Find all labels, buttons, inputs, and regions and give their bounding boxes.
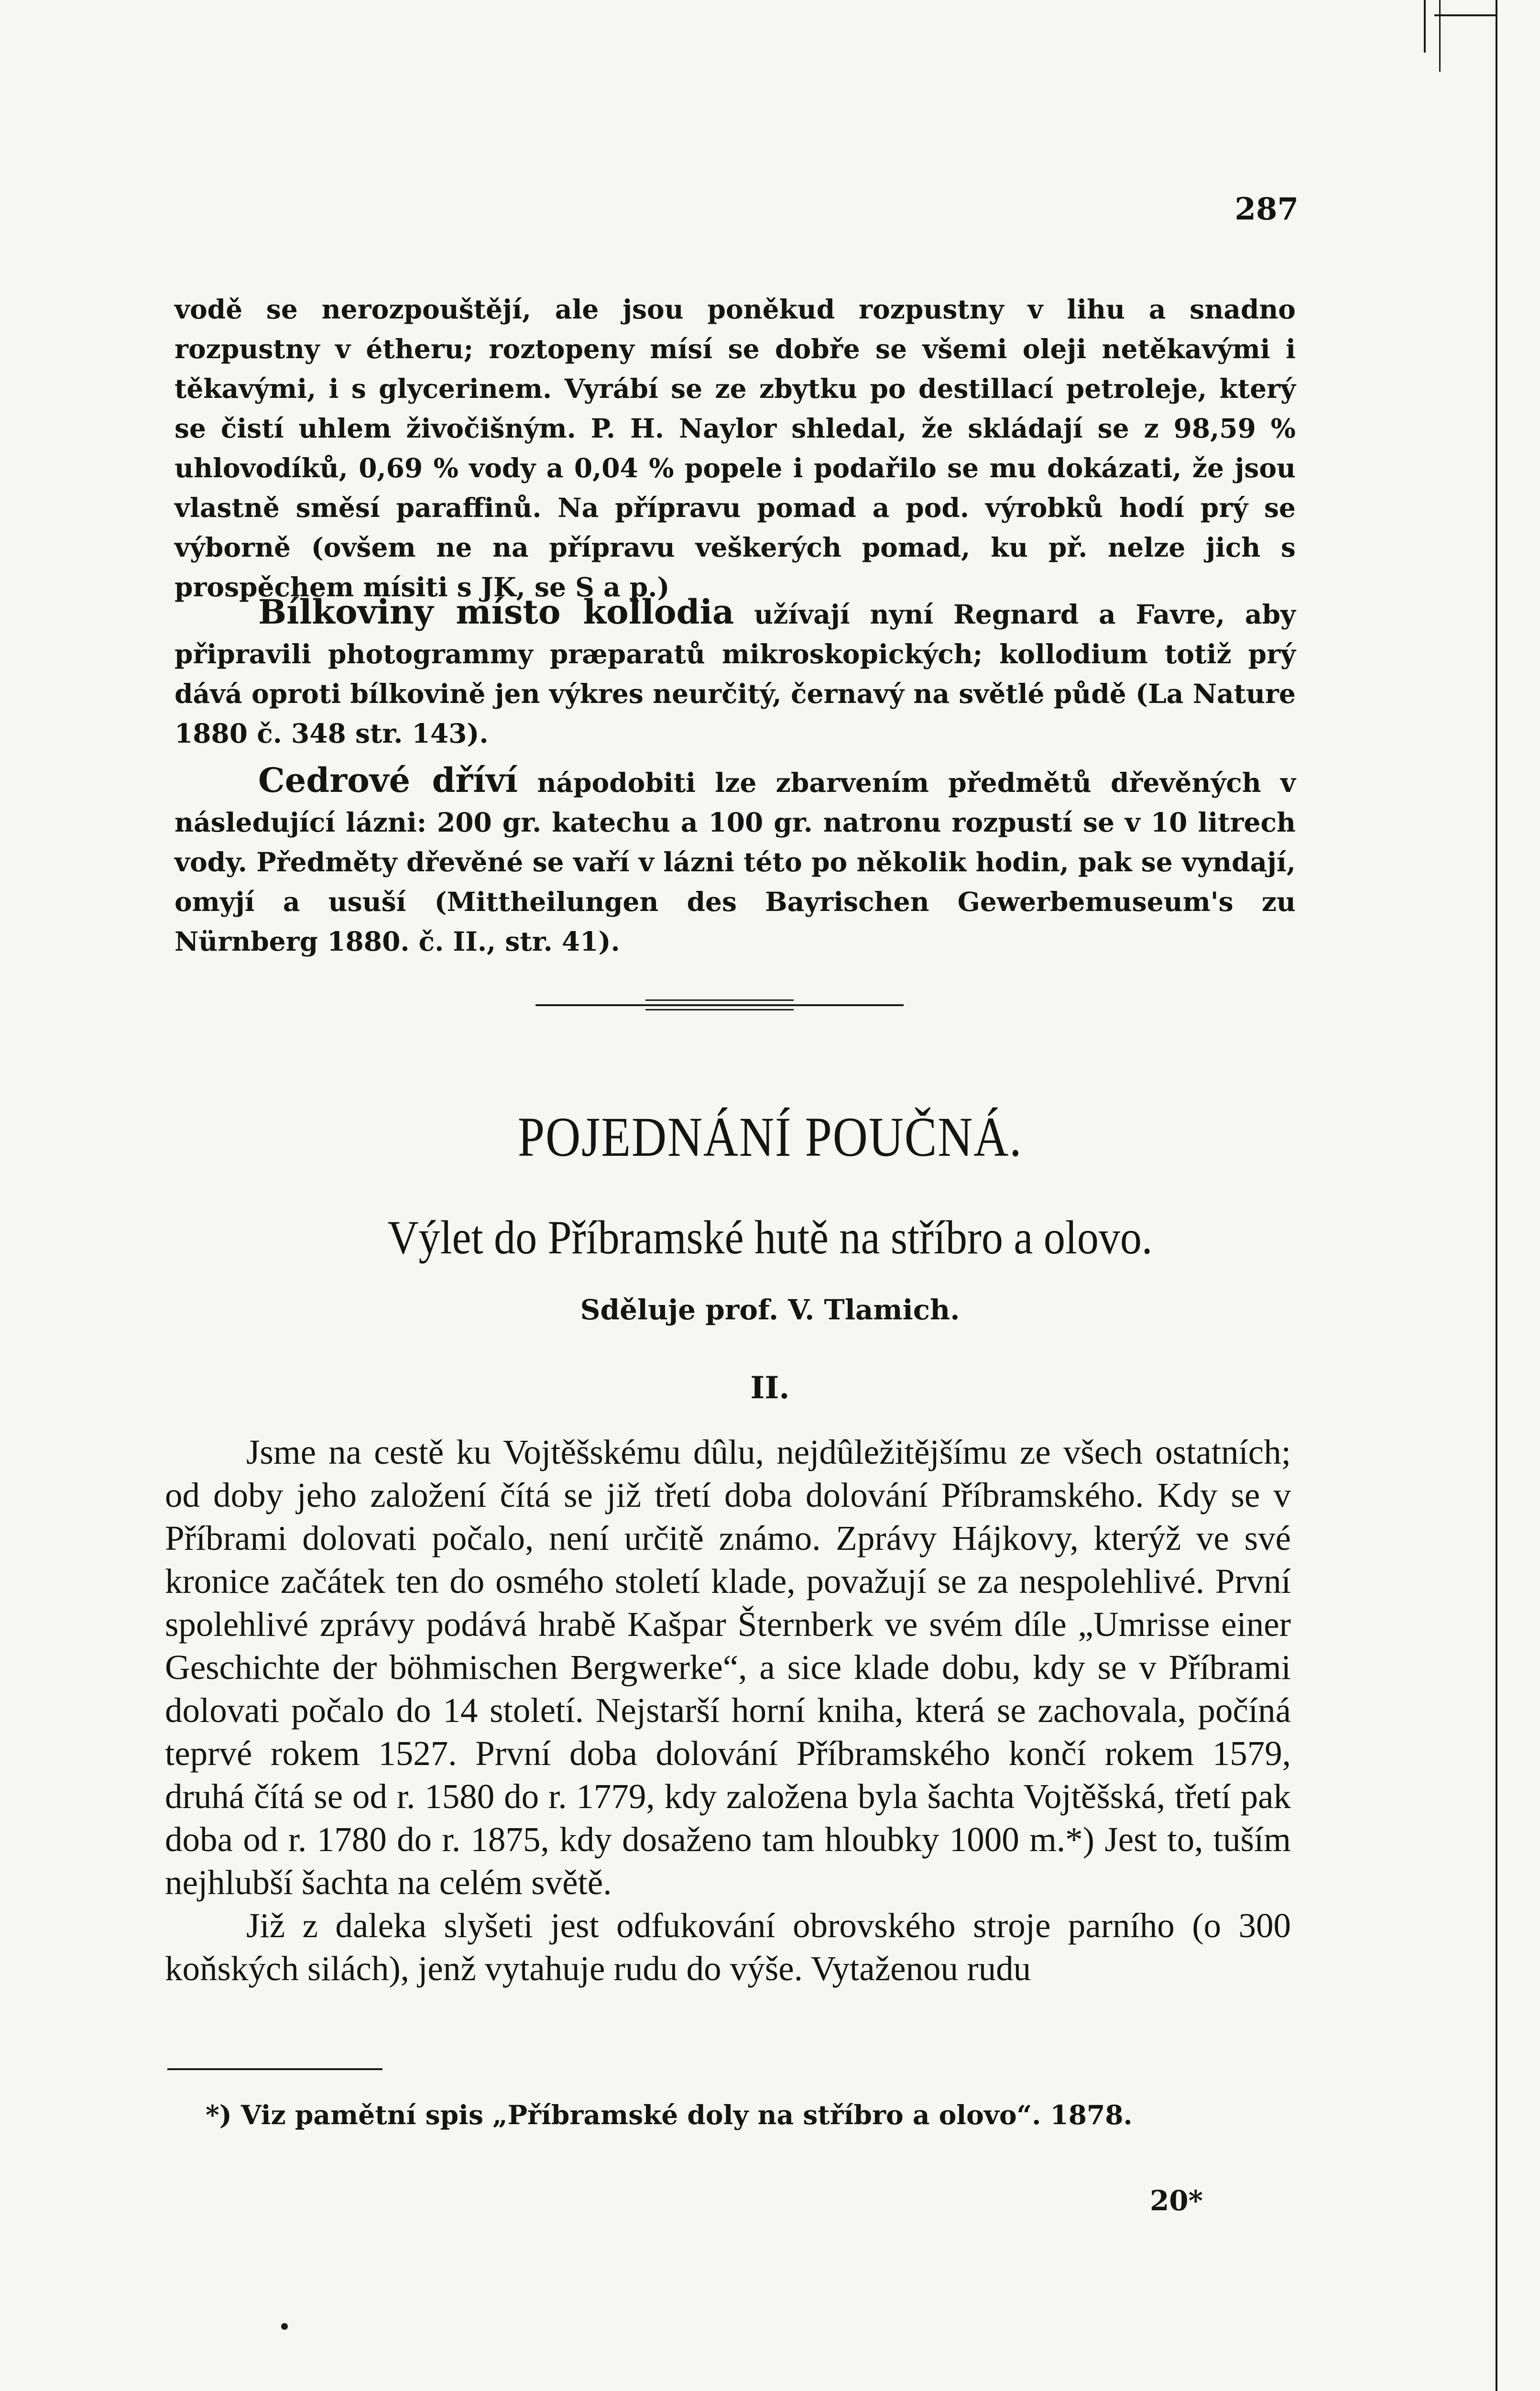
article-body [165,1431,1291,1990]
news-item-text: užívají nyní Regnard a Favre, aby připravili photogrammy præparatů mikroskopických; kollodium totiž prý dává oproti bílkovině jen výkres neurčitý, černavý na světlé půdě (La Nature 1880 č. 348 str. 143). [175,599,1296,749]
body-paragraph: Již z daleka slyšeti jest odfukování obrovského stroje parního (o 300 koňských silách), jenž vytahuje rudu do výše. Vytaženou rudu [165,1906,1291,1988]
scan-edge-line [1496,0,1497,2391]
news-item-cedrove [175,760,1296,961]
footnote-rule [167,2068,382,2070]
news-item-text: nápodobiti lze zbarvením předmětů dřevěných v následující lázni: 200 gr. katechu a 100 gr. natronu rozpustí se v 10 litrech vody. Předměty dřevěné se vaří v lázni této po několik hodin, pak se vyndají, omyjí a usuší (Mittheilungen des Bayrischen Gewerbemuseum's zu Nürnberg 1880. č. II., str. 41). [175,767,1296,957]
article-author: Sděluje prof. V. Tlamich. [580,1294,960,1326]
scan-edge-line [1424,0,1426,53]
scan-edge-line [1434,14,1496,16]
speck-mark [281,2323,288,2330]
section-separator [535,996,904,1014]
footnote: *) Viz pamětní spis „Příbramské doly na stříbro a olovo“. 1878. [206,2099,1133,2130]
scan-edge-line [1439,0,1441,72]
news-item-bilkoviny [175,592,1296,753]
article-title: Výlet do Příbramské hutě na stříbro a olovo. [387,1211,1153,1264]
news-item-heading: Bílkoviny místo kollodia [258,592,734,632]
signature-mark: 20* [1149,2184,1203,2217]
body-paragraph: Jsme na cestě ku Vojtěšskému dûlu, nejdûležitějšímu ze všech ostatních; od doby jeho založení čítá se již třetí doba dolování Příbramského. Kdy se v Příbrami dolovati počalo, není určitě známo. Zprávy Hájkovy, kterýž ve své kronice začátek ten do osmého století klade, považují se za nespolehlivé. První spolehlivé zprávy podává hrabě Kašpar Šternberk ve svém díle „Umrisse einer Geschichte der böhmischen Bergwerke“, a sice klade dobu, kdy se v Příbrami dolovati počalo do 14 století. Nejstarší horní kniha, která se zachovala, počíná teprvé rokem 1527. První doba dolování Příbramského končí rokem 1579, druhá čítá se od r. 1580 do r. 1779, kdy založena byla šachta Vojtěšská, třetí pak doba od r. 1780 do r. 1875, kdy dosaženo tam hloubky 1000 m.*) Jest to, tuším nejhlubší šachta na celém světě. [165,1433,1291,1902]
news-item-heading: Cedrové dříví [258,760,518,800]
intro-paragraph: vodě se nerozpouštějí, ale jsou poněkud rozpustny v lihu a snadno rozpustny v étheru; roztopeny mísí se dobře se všemi oleji netěkavými i těkavými, i s glycerinem. Vyrábí se ze zbytku po destillací petroleje, který se čistí uhlem živočišným. P. H. Naylor shledal, že skládají se z 98,59 % uhlovodíků, 0,69 % vody a 0,04 % popele i podařilo se mu dokázati, že jsou vlastně směsí paraffinů. Na přípravu pomad a pod. výrobků hodí prý se výborně (ovšem ne na přípravu veškerých pomad, ku př. nelze jich s prospěchem mísiti s JK, se S a p.) [175,294,1296,603]
section-heading: POJEDNÁNÍ POUČNÁ. [517,1106,1023,1168]
article-part-number: II. [750,1370,790,1406]
page-number: 287 [1234,191,1299,227]
